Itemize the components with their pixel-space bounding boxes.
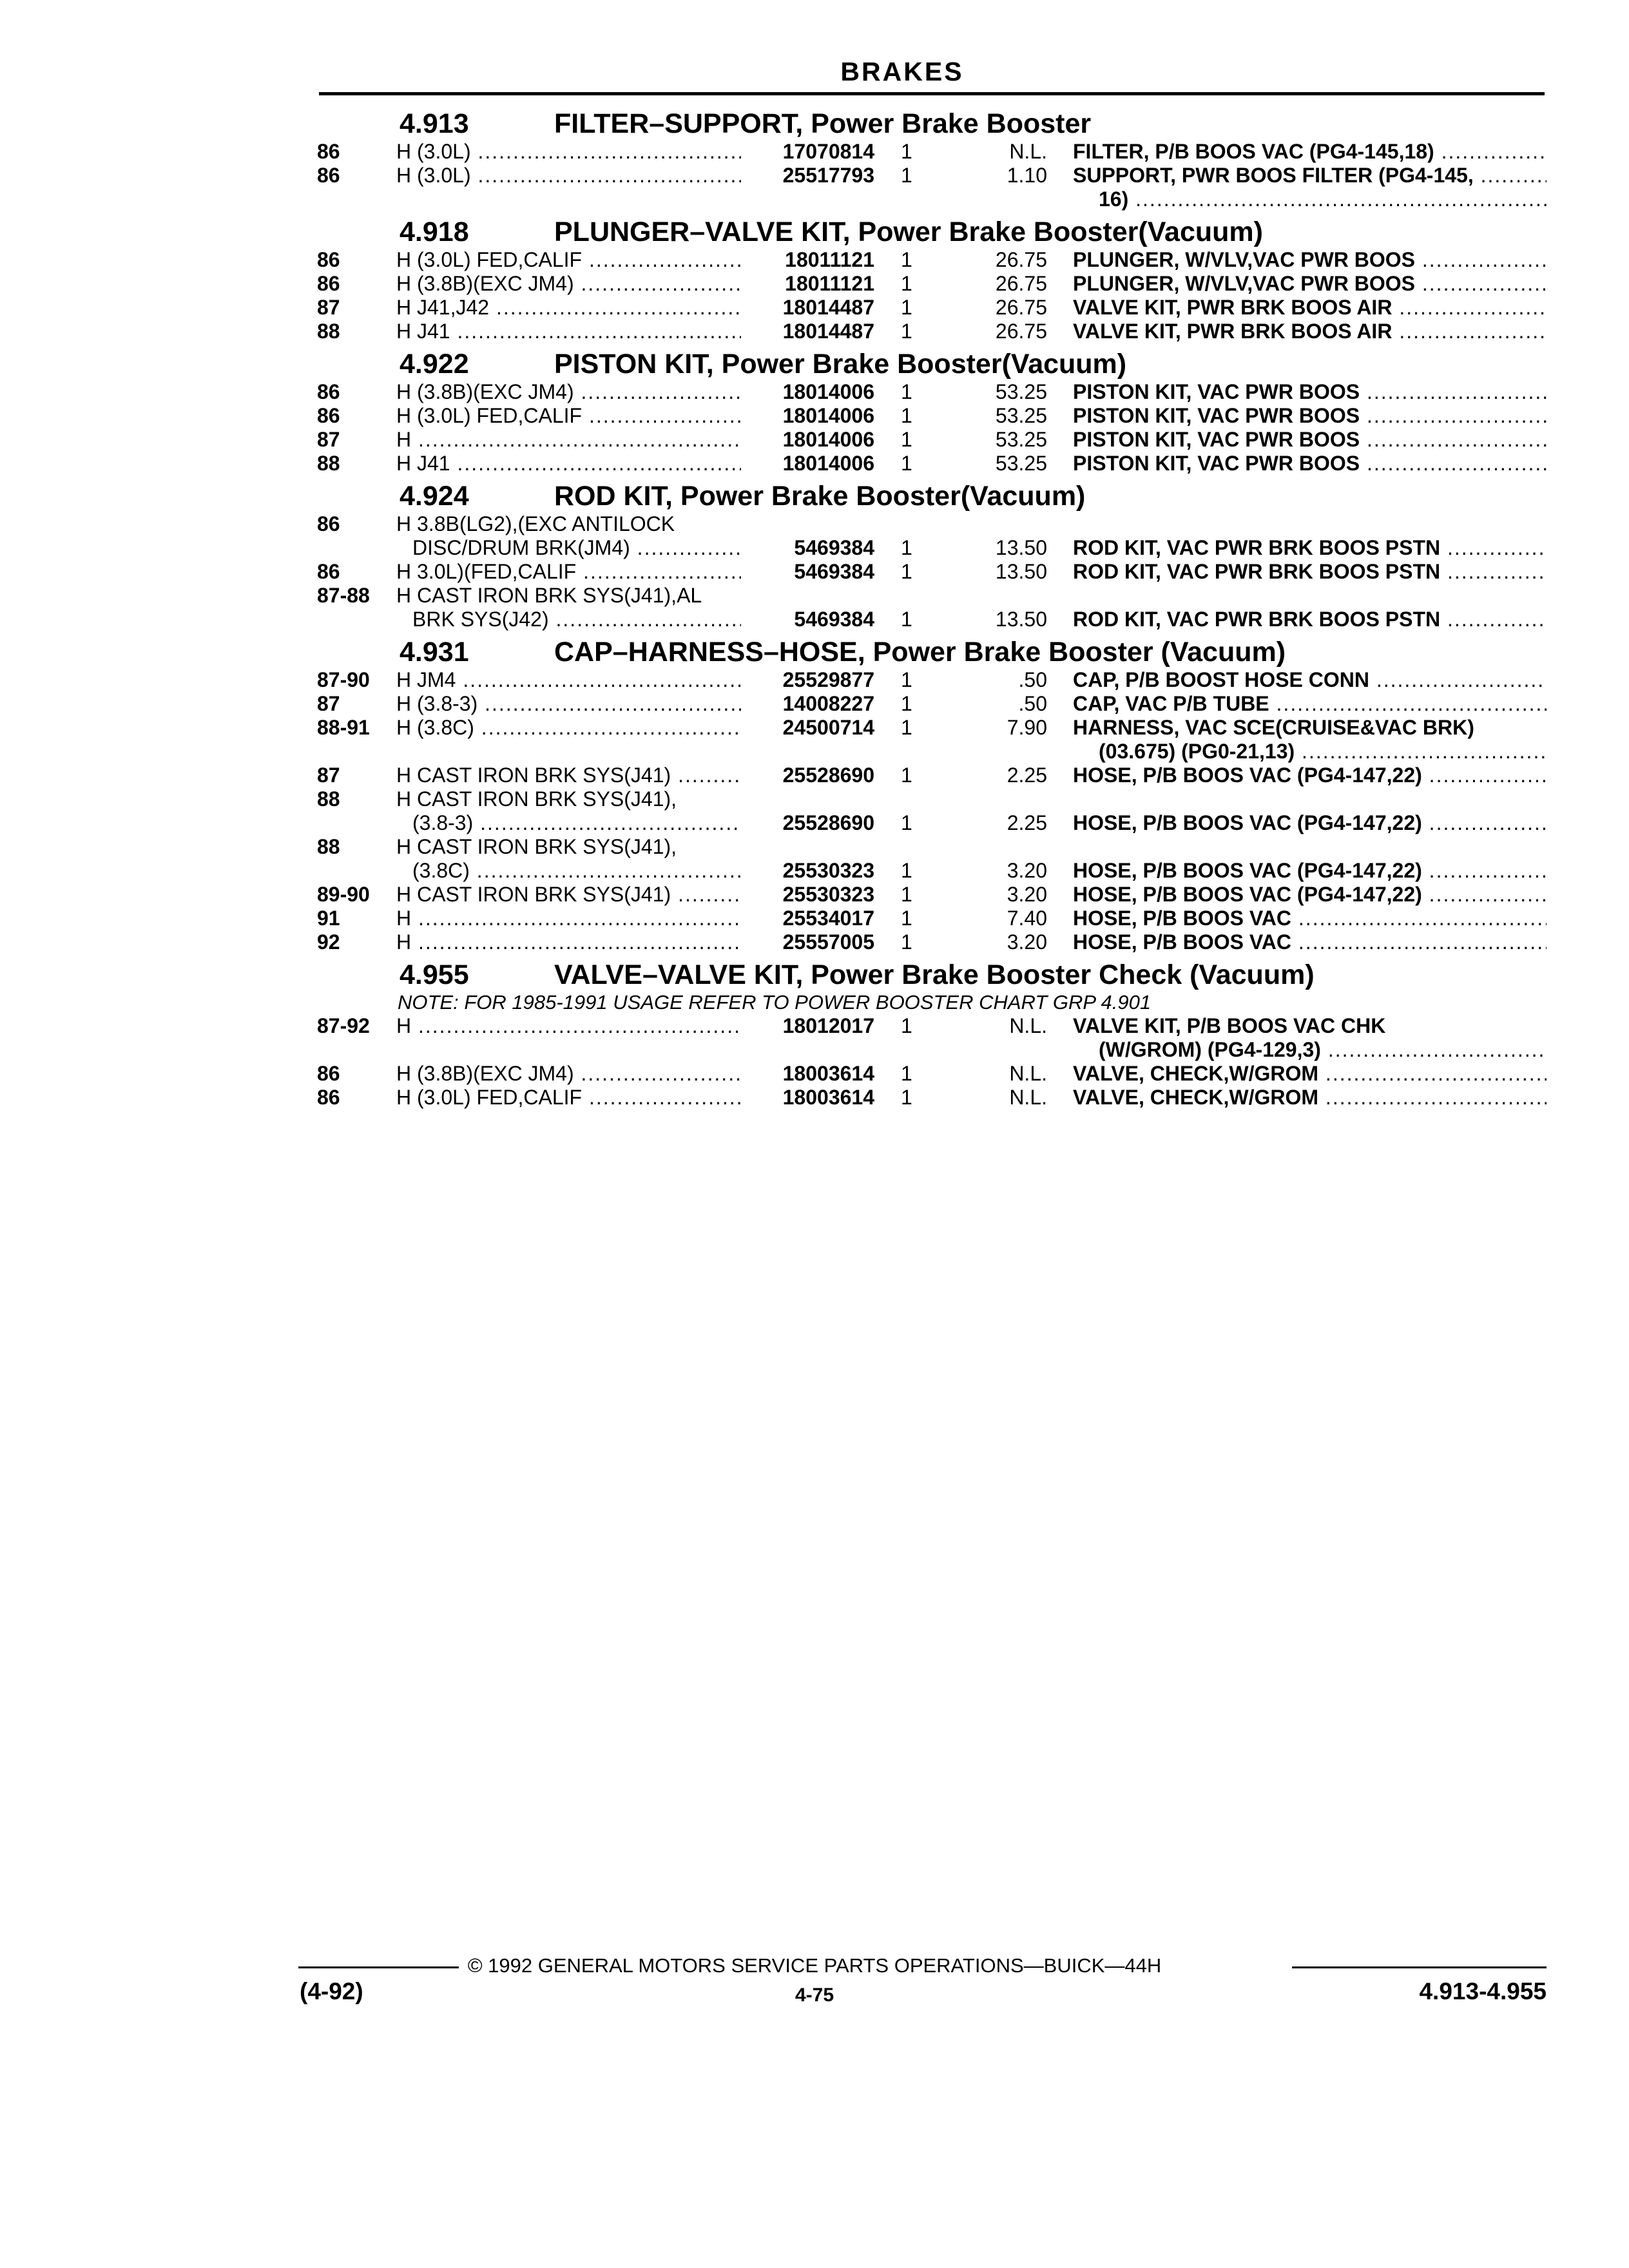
part-number: 18014006 xyxy=(782,380,874,403)
model-year: 86 xyxy=(317,164,340,187)
description-text: VALVE KIT, PWR BRK BOOS AIR ..... xyxy=(1073,320,1547,343)
description xyxy=(1073,381,1547,403)
usage xyxy=(396,693,741,715)
part-row xyxy=(0,164,1629,187)
description-text: PISTON KIT, VAC PWR BOOS ..... xyxy=(1073,452,1547,475)
quantity: 1 xyxy=(901,668,912,691)
part-number: 25528690 xyxy=(782,764,874,787)
model-year: 88 xyxy=(317,835,340,858)
quantity: 1 xyxy=(901,692,912,715)
part-number: 18003614 xyxy=(782,1062,874,1085)
model-year: 87 xyxy=(317,764,340,787)
footer-copyright: © 1992 GENERAL MOTORS SERVICE PARTS OPERATIONS—BUICK—44H xyxy=(459,1954,1171,1977)
usage xyxy=(412,537,741,559)
model-year: 86 xyxy=(317,272,340,295)
quantity: 1 xyxy=(901,140,912,163)
part-number: 14008227 xyxy=(782,692,874,715)
description xyxy=(1073,452,1547,475)
usage-text: H CAST IRON BRK SYS(J41) ..... xyxy=(396,764,741,787)
price: 2.25 xyxy=(1007,811,1047,834)
usage-text: H (3.8C) ..... xyxy=(396,716,741,739)
catalog-section xyxy=(0,343,1629,476)
model-year: 86 xyxy=(317,248,340,271)
model-year: 88 xyxy=(317,320,340,343)
usage-text: H ..... xyxy=(396,931,741,954)
price: .50 xyxy=(1018,668,1047,691)
usage xyxy=(412,608,741,631)
quantity: 1 xyxy=(901,536,912,559)
usage-text: H 3.0L)(FED,CALIF ..... xyxy=(396,561,741,583)
description-text: PLUNGER, W/VLV,VAC PWR BOOS ..... xyxy=(1073,249,1547,271)
usage-text: H (3.8B)(EXC JM4) ..... xyxy=(396,273,741,295)
usage xyxy=(396,249,741,271)
usage xyxy=(396,1062,741,1085)
part-row xyxy=(0,560,1629,584)
part-row xyxy=(0,1014,1629,1038)
usage-text: H (3.8B)(EXC JM4) ..... xyxy=(396,381,741,403)
part-row xyxy=(0,668,1629,692)
section-number: 4.918 xyxy=(400,216,469,247)
model-year: 88-91 xyxy=(317,716,370,739)
part-row xyxy=(0,740,1629,764)
description xyxy=(1073,608,1547,631)
model-year: 87-92 xyxy=(317,1014,370,1037)
price: N.L. xyxy=(1009,140,1047,163)
description-text: PISTON KIT, VAC PWR BOOS ..... xyxy=(1073,381,1547,403)
section-number: 4.924 xyxy=(400,481,469,512)
description-text: HOSE, P/B BOOS VAC ..... xyxy=(1073,931,1547,954)
price: N.L. xyxy=(1009,1062,1047,1085)
model-year: 86 xyxy=(317,1062,340,1085)
price: 7.40 xyxy=(1007,907,1047,930)
price: 3.20 xyxy=(1007,930,1047,954)
part-number: 5469384 xyxy=(794,536,874,559)
part-number: 18014006 xyxy=(782,452,874,475)
usage xyxy=(412,860,741,882)
description xyxy=(1073,320,1547,343)
usage-text: H ..... xyxy=(396,428,741,451)
usage xyxy=(396,428,741,451)
part-number: 25534017 xyxy=(782,907,874,930)
section-header xyxy=(0,343,1629,380)
usage-text: (3.8-3) ..... xyxy=(412,812,741,834)
usage xyxy=(396,883,741,906)
model-year: 86 xyxy=(317,1086,340,1109)
description xyxy=(1073,883,1547,906)
price: 26.75 xyxy=(995,248,1047,271)
usage xyxy=(396,836,741,858)
part-row xyxy=(0,140,1629,164)
section-number: 4.931 xyxy=(400,637,469,668)
description-text: HOSE, P/B BOOS VAC (PG4-147,22) ..... xyxy=(1073,764,1547,787)
description-text: PLUNGER, W/VLV,VAC PWR BOOS ..... xyxy=(1073,273,1547,295)
usage-text: H CAST IRON BRK SYS(J41), xyxy=(396,836,677,858)
usage-text: H J41 ..... xyxy=(396,452,741,475)
description xyxy=(1073,1086,1547,1109)
usage-text: H (3.8B)(EXC JM4) ..... xyxy=(396,1062,741,1085)
description xyxy=(1073,931,1547,954)
quantity: 1 xyxy=(901,1086,912,1109)
part-row xyxy=(0,692,1629,716)
usage-text: H JM4 ..... xyxy=(396,669,741,691)
description-text: VALVE KIT, PWR BRK BOOS AIR ..... xyxy=(1073,296,1547,319)
usage xyxy=(396,931,741,954)
quantity: 1 xyxy=(901,452,912,475)
description xyxy=(1073,812,1547,834)
description xyxy=(1073,716,1547,739)
part-row xyxy=(0,930,1629,954)
part-row xyxy=(0,536,1629,560)
part-number: 5469384 xyxy=(794,608,874,631)
part-row xyxy=(0,835,1629,859)
section-title: VALVE–VALVE KIT, Power Brake Booster Check (Vacuum) xyxy=(554,959,1315,990)
catalog-section xyxy=(0,476,1629,631)
model-year: 86 xyxy=(317,512,340,535)
part-number: 18014487 xyxy=(782,296,874,319)
description-text: VALVE, CHECK,W/GROM ..... xyxy=(1073,1086,1547,1109)
usage xyxy=(396,296,741,319)
section-title: CAP–HARNESS–HOSE, Power Brake Booster (Vacuum) xyxy=(554,637,1286,668)
section-header xyxy=(0,476,1629,512)
quantity: 1 xyxy=(901,248,912,271)
description-text: CAP, VAC P/B TUBE ..... xyxy=(1073,693,1547,715)
part-number: 18014487 xyxy=(782,320,874,343)
usage-text: H (3.0L) ..... xyxy=(396,140,741,163)
description xyxy=(1099,1039,1547,1061)
usage xyxy=(396,452,741,475)
usage-text: H ..... xyxy=(396,1015,741,1037)
part-row xyxy=(0,859,1629,883)
model-year: 88 xyxy=(317,787,340,811)
part-row xyxy=(0,811,1629,835)
price: N.L. xyxy=(1009,1014,1047,1037)
usage xyxy=(396,669,741,691)
header-rule xyxy=(319,92,1545,95)
quantity: 1 xyxy=(901,296,912,319)
description xyxy=(1073,907,1547,930)
price: 13.50 xyxy=(995,536,1047,559)
description-text: VALVE, CHECK,W/GROM ..... xyxy=(1073,1062,1547,1085)
quantity: 1 xyxy=(901,272,912,295)
description-text: PISTON KIT, VAC PWR BOOS ..... xyxy=(1073,405,1547,427)
page-title: BRAKES xyxy=(840,57,964,86)
description-text: HOSE, P/B BOOS VAC (PG4-147,22) ..... xyxy=(1073,883,1547,906)
usage xyxy=(396,788,741,811)
section-note: NOTE: FOR 1985-1991 USAGE REFER TO POWER BOOSTER CHART GRP 4.901 xyxy=(398,991,1152,1014)
part-row xyxy=(0,452,1629,476)
description xyxy=(1073,537,1547,559)
usage xyxy=(396,140,741,163)
usage-text: H J41,J42 ..... xyxy=(396,296,741,319)
usage xyxy=(396,513,741,535)
price: 7.90 xyxy=(1007,716,1047,739)
quantity: 1 xyxy=(901,320,912,343)
usage-text: H (3.0L) FED,CALIF ..... xyxy=(396,405,741,427)
model-year: 86 xyxy=(317,140,340,163)
section-header xyxy=(0,103,1629,140)
section-title: ROD KIT, Power Brake Booster(Vacuum) xyxy=(554,481,1086,512)
section-header xyxy=(0,954,1629,991)
part-row xyxy=(0,296,1629,320)
usage-text: H CAST IRON BRK SYS(J41),AL xyxy=(396,584,702,607)
usage-text: DISC/DRUM BRK(JM4) ..... xyxy=(412,537,741,559)
usage xyxy=(396,584,741,607)
parts-catalog xyxy=(0,103,1629,1110)
price: 13.50 xyxy=(995,608,1047,631)
part-row xyxy=(0,320,1629,343)
model-year: 87 xyxy=(317,692,340,715)
usage xyxy=(396,764,741,787)
section-number: 4.955 xyxy=(400,959,469,990)
usage xyxy=(396,907,741,930)
model-year: 86 xyxy=(317,380,340,403)
description-text: ROD KIT, VAC PWR BRK BOOS PSTN ..... xyxy=(1073,561,1547,583)
model-year: 89-90 xyxy=(317,883,370,906)
section-note-row xyxy=(0,991,1629,1014)
price: 13.50 xyxy=(995,560,1047,583)
part-row xyxy=(0,1086,1629,1110)
description xyxy=(1073,764,1547,787)
catalog-section xyxy=(0,103,1629,211)
quantity: 1 xyxy=(901,811,912,834)
section-title: FILTER–SUPPORT, Power Brake Booster xyxy=(554,108,1092,139)
part-row xyxy=(0,907,1629,930)
footer-group-range: 4.913-4.955 xyxy=(1419,1978,1547,2004)
description-text: 16) ..... xyxy=(1099,188,1547,211)
description-text: SUPPORT, PWR BOOS FILTER (PG4-145, ..... xyxy=(1073,164,1547,187)
part-number: 18014006 xyxy=(782,404,874,427)
price: 26.75 xyxy=(995,320,1047,343)
description xyxy=(1073,1062,1547,1085)
model-year: 91 xyxy=(317,907,340,930)
description xyxy=(1073,405,1547,427)
quantity: 1 xyxy=(901,1014,912,1037)
price: 53.25 xyxy=(995,380,1047,403)
part-number: 25530323 xyxy=(782,859,874,882)
catalog-section xyxy=(0,631,1629,954)
usage-text: H (3.0L) FED,CALIF ..... xyxy=(396,249,741,271)
description-text: PISTON KIT, VAC PWR BOOS ..... xyxy=(1073,428,1547,451)
quantity: 1 xyxy=(901,164,912,187)
quantity: 1 xyxy=(901,608,912,631)
part-number: 18011121 xyxy=(785,272,874,295)
part-row xyxy=(0,248,1629,272)
description xyxy=(1073,669,1547,691)
footer-copyright-line xyxy=(0,1954,1629,1977)
usage xyxy=(396,405,741,427)
usage-text: H ..... xyxy=(396,907,741,930)
part-row xyxy=(0,1062,1629,1086)
footer-page-number: 4-75 xyxy=(795,1984,834,2006)
usage-text: H CAST IRON BRK SYS(J41), xyxy=(396,788,677,811)
part-number: 17070814 xyxy=(782,140,874,163)
price: 3.20 xyxy=(1007,859,1047,882)
part-row xyxy=(0,608,1629,631)
price: N.L. xyxy=(1009,1086,1047,1109)
quantity: 1 xyxy=(901,859,912,882)
description xyxy=(1073,1015,1547,1037)
part-number: 5469384 xyxy=(794,560,874,583)
price: 3.20 xyxy=(1007,883,1047,906)
usage xyxy=(396,381,741,403)
part-number: 25528690 xyxy=(782,811,874,834)
price: 26.75 xyxy=(995,272,1047,295)
part-row xyxy=(0,764,1629,787)
quantity: 1 xyxy=(901,764,912,787)
part-row xyxy=(0,380,1629,404)
part-number: 18012017 xyxy=(782,1014,874,1037)
part-number: 25530323 xyxy=(782,883,874,906)
price: .50 xyxy=(1018,692,1047,715)
part-row xyxy=(0,1038,1629,1062)
section-title: PISTON KIT, Power Brake Booster(Vacuum) xyxy=(554,349,1127,380)
part-number: 25517793 xyxy=(782,164,874,187)
description-text: VALVE KIT, P/B BOOS VAC CHK xyxy=(1073,1015,1386,1037)
quantity: 1 xyxy=(901,560,912,583)
price: 2.25 xyxy=(1007,764,1047,787)
model-year: 87 xyxy=(317,428,340,451)
part-row xyxy=(0,716,1629,740)
part-number: 25557005 xyxy=(782,930,874,954)
description-text: (W/GROM) (PG4-129,3) ..... xyxy=(1099,1039,1547,1061)
description xyxy=(1099,188,1547,211)
description xyxy=(1073,693,1547,715)
model-year: 92 xyxy=(317,930,340,954)
model-year: 87-88 xyxy=(317,584,370,607)
description-text: HOSE, P/B BOOS VAC (PG4-147,22) ..... xyxy=(1073,860,1547,882)
usage xyxy=(412,812,741,834)
model-year: 87 xyxy=(317,296,340,319)
part-number: 18014006 xyxy=(782,428,874,451)
usage-text: H (3.8-3) ..... xyxy=(396,693,741,715)
description-text: ROD KIT, VAC PWR BRK BOOS PSTN ..... xyxy=(1073,537,1547,559)
model-year: 86 xyxy=(317,560,340,583)
description xyxy=(1073,273,1547,295)
description xyxy=(1073,561,1547,583)
description xyxy=(1073,428,1547,451)
part-row xyxy=(0,272,1629,296)
usage-text: H 3.8B(LG2),(EXC ANTILOCK xyxy=(396,513,675,535)
section-title: PLUNGER–VALVE KIT, Power Brake Booster(Vacuum) xyxy=(554,216,1263,247)
usage xyxy=(396,320,741,343)
usage-text: (3.8C) ..... xyxy=(412,860,741,882)
footer-date-code: (4-92) xyxy=(300,1978,363,2004)
part-row xyxy=(0,584,1629,608)
description-text: HOSE, P/B BOOS VAC (PG4-147,22) ..... xyxy=(1073,812,1547,834)
quantity: 1 xyxy=(901,716,912,739)
part-row xyxy=(0,404,1629,428)
description-text: FILTER, P/B BOOS VAC (PG4-145,18) ..... xyxy=(1073,140,1547,163)
usage xyxy=(396,1015,741,1037)
usage xyxy=(396,1086,741,1109)
quantity: 1 xyxy=(901,380,912,403)
description xyxy=(1073,296,1547,319)
description-text: HOSE, P/B BOOS VAC ..... xyxy=(1073,907,1547,930)
description xyxy=(1073,164,1547,187)
part-row xyxy=(0,428,1629,452)
quantity: 1 xyxy=(901,930,912,954)
quantity: 1 xyxy=(901,1062,912,1085)
usage-text: H (3.0L) ..... xyxy=(396,164,741,187)
usage-text: H J41 ..... xyxy=(396,320,741,343)
price: 53.25 xyxy=(995,452,1047,475)
description xyxy=(1073,860,1547,882)
description xyxy=(1099,740,1547,763)
model-year: 87-90 xyxy=(317,668,370,691)
part-row xyxy=(0,512,1629,536)
description-text: CAP, P/B BOOST HOSE CONN ..... xyxy=(1073,669,1547,691)
quantity: 1 xyxy=(901,404,912,427)
part-row xyxy=(0,787,1629,811)
section-header xyxy=(0,211,1629,248)
usage-text: BRK SYS(J42) ..... xyxy=(412,608,741,631)
catalog-section xyxy=(0,954,1629,1110)
usage xyxy=(396,164,741,187)
section-number: 4.913 xyxy=(400,108,469,139)
usage xyxy=(396,716,741,739)
price: 1.10 xyxy=(1007,164,1047,187)
price: 26.75 xyxy=(995,296,1047,319)
usage-text: H CAST IRON BRK SYS(J41) ..... xyxy=(396,883,741,906)
part-number: 25529877 xyxy=(782,668,874,691)
part-number: 24500714 xyxy=(782,716,874,739)
usage-text: H (3.0L) FED,CALIF ..... xyxy=(396,1086,741,1109)
price: 53.25 xyxy=(995,404,1047,427)
usage xyxy=(396,561,741,583)
section-header xyxy=(0,631,1629,668)
part-number: 18011121 xyxy=(785,248,874,271)
quantity: 1 xyxy=(901,883,912,906)
part-row xyxy=(0,883,1629,907)
usage xyxy=(396,273,741,295)
quantity: 1 xyxy=(901,907,912,930)
price: 53.25 xyxy=(995,428,1047,451)
quantity: 1 xyxy=(901,428,912,451)
catalog-section xyxy=(0,211,1629,343)
description-text: (03.675) (PG0-21,13) ..... xyxy=(1099,740,1547,763)
part-row xyxy=(0,187,1629,211)
description-text: HARNESS, VAC SCE(CRUISE&VAC BRK) xyxy=(1073,716,1474,739)
model-year: 88 xyxy=(317,452,340,475)
part-number: 18003614 xyxy=(782,1086,874,1109)
description-text: ROD KIT, VAC PWR BRK BOOS PSTN ..... xyxy=(1073,608,1547,631)
model-year: 86 xyxy=(317,404,340,427)
description xyxy=(1073,249,1547,271)
section-number: 4.922 xyxy=(400,349,469,380)
description xyxy=(1073,140,1547,163)
